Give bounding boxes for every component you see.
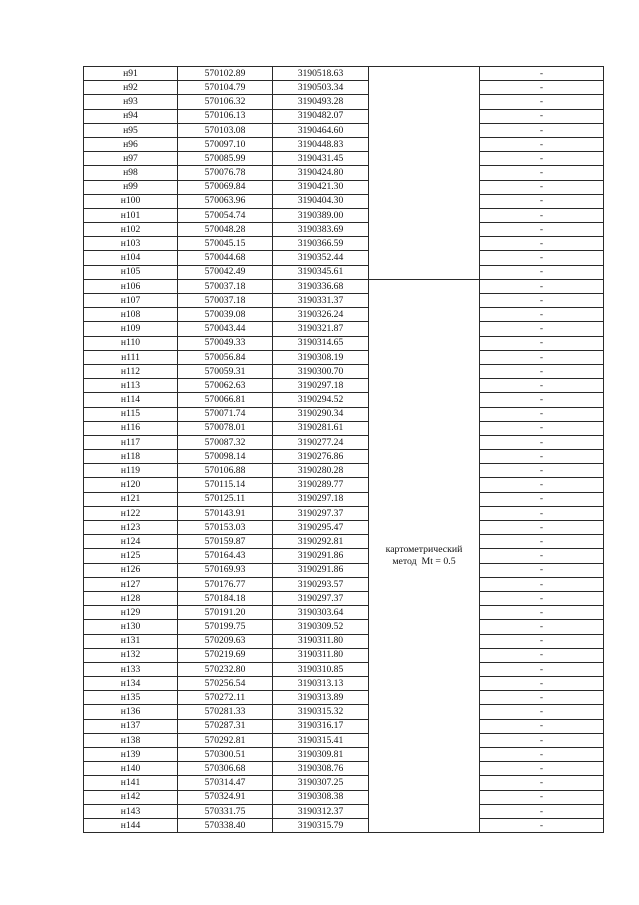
table-row bbox=[84, 308, 604, 322]
table-row bbox=[84, 123, 604, 137]
error-value-cell: - bbox=[480, 719, 604, 733]
table-row bbox=[84, 478, 604, 492]
y-coordinate-cell: 3190336.68 bbox=[273, 279, 369, 293]
table-row bbox=[84, 152, 604, 166]
y-coordinate-cell: 3190431.45 bbox=[273, 152, 369, 166]
y-coordinate-cell: 3190308.38 bbox=[273, 790, 369, 804]
y-coordinate-cell: 3190352.44 bbox=[273, 251, 369, 265]
y-coordinate-cell: 3190292.81 bbox=[273, 535, 369, 549]
y-coordinate-cell: 3190314.65 bbox=[273, 336, 369, 350]
y-coordinate-cell: 3190291.86 bbox=[273, 549, 369, 563]
point-name-cell: н144 bbox=[84, 818, 178, 832]
table-row bbox=[84, 577, 604, 591]
point-name-cell: н126 bbox=[84, 563, 178, 577]
x-coordinate-cell: 570103.08 bbox=[178, 123, 273, 137]
table-row bbox=[84, 208, 604, 222]
table-row bbox=[84, 279, 604, 293]
point-name-cell: н133 bbox=[84, 662, 178, 676]
error-value-cell: - bbox=[480, 166, 604, 180]
error-value-cell: - bbox=[480, 762, 604, 776]
table-row bbox=[84, 648, 604, 662]
x-coordinate-cell: 570287.31 bbox=[178, 719, 273, 733]
x-coordinate-cell: 570191.20 bbox=[178, 606, 273, 620]
point-name-cell: н134 bbox=[84, 677, 178, 691]
error-value-cell: - bbox=[480, 279, 604, 293]
point-name-cell: н128 bbox=[84, 591, 178, 605]
x-coordinate-cell: 570306.68 bbox=[178, 762, 273, 776]
error-value-cell: - bbox=[480, 549, 604, 563]
table-row bbox=[84, 606, 604, 620]
table-row bbox=[84, 336, 604, 350]
error-value-cell: - bbox=[480, 464, 604, 478]
y-coordinate-cell: 3190297.37 bbox=[273, 591, 369, 605]
x-coordinate-cell: 570054.74 bbox=[178, 208, 273, 222]
error-value-cell: - bbox=[480, 705, 604, 719]
point-name-cell: н108 bbox=[84, 308, 178, 322]
error-value-cell: - bbox=[480, 606, 604, 620]
point-name-cell: н102 bbox=[84, 223, 178, 237]
x-coordinate-cell: 570056.84 bbox=[178, 350, 273, 364]
table-row bbox=[84, 662, 604, 676]
x-coordinate-cell: 570037.18 bbox=[178, 294, 273, 308]
error-value-cell: - bbox=[480, 506, 604, 520]
y-coordinate-cell: 3190309.81 bbox=[273, 748, 369, 762]
error-value-cell: - bbox=[480, 109, 604, 123]
point-name-cell: н141 bbox=[84, 776, 178, 790]
x-coordinate-cell: 570062.63 bbox=[178, 379, 273, 393]
table-row bbox=[84, 379, 604, 393]
error-value-cell: - bbox=[480, 435, 604, 449]
y-coordinate-cell: 3190300.70 bbox=[273, 364, 369, 378]
error-value-cell: - bbox=[480, 251, 604, 265]
y-coordinate-cell: 3190308.76 bbox=[273, 762, 369, 776]
x-coordinate-cell: 570087.32 bbox=[178, 435, 273, 449]
table-row bbox=[84, 223, 604, 237]
y-coordinate-cell: 3190295.47 bbox=[273, 521, 369, 535]
point-name-cell: н99 bbox=[84, 180, 178, 194]
point-name-cell: н143 bbox=[84, 804, 178, 818]
error-value-cell: - bbox=[480, 478, 604, 492]
table-row bbox=[84, 620, 604, 634]
x-coordinate-cell: 570098.14 bbox=[178, 450, 273, 464]
point-name-cell: н115 bbox=[84, 407, 178, 421]
x-coordinate-cell: 570048.28 bbox=[178, 223, 273, 237]
table-row bbox=[84, 535, 604, 549]
error-value-cell: - bbox=[480, 450, 604, 464]
y-coordinate-cell: 3190297.18 bbox=[273, 379, 369, 393]
point-name-cell: н112 bbox=[84, 364, 178, 378]
table-row bbox=[84, 563, 604, 577]
error-value-cell: - bbox=[480, 634, 604, 648]
y-coordinate-cell: 3190303.64 bbox=[273, 606, 369, 620]
table-row bbox=[84, 294, 604, 308]
x-coordinate-cell: 570176.77 bbox=[178, 577, 273, 591]
point-name-cell: н142 bbox=[84, 790, 178, 804]
y-coordinate-cell: 3190366.59 bbox=[273, 237, 369, 251]
x-coordinate-cell: 570071.74 bbox=[178, 407, 273, 421]
point-name-cell: н129 bbox=[84, 606, 178, 620]
point-name-cell: н131 bbox=[84, 634, 178, 648]
point-name-cell: н93 bbox=[84, 95, 178, 109]
y-coordinate-cell: 3190281.61 bbox=[273, 421, 369, 435]
error-value-cell: - bbox=[480, 67, 604, 81]
error-value-cell: - bbox=[480, 137, 604, 151]
error-value-cell: - bbox=[480, 393, 604, 407]
x-coordinate-cell: 570097.10 bbox=[178, 137, 273, 151]
x-coordinate-cell: 570102.89 bbox=[178, 67, 273, 81]
error-value-cell: - bbox=[480, 535, 604, 549]
y-coordinate-cell: 3190309.52 bbox=[273, 620, 369, 634]
point-name-cell: н136 bbox=[84, 705, 178, 719]
error-value-cell: - bbox=[480, 748, 604, 762]
x-coordinate-cell: 570037.18 bbox=[178, 279, 273, 293]
error-value-cell: - bbox=[480, 563, 604, 577]
error-value-cell: - bbox=[480, 691, 604, 705]
table-row bbox=[84, 95, 604, 109]
x-coordinate-cell: 570069.84 bbox=[178, 180, 273, 194]
error-value-cell: - bbox=[480, 294, 604, 308]
error-value-cell: - bbox=[480, 208, 604, 222]
coordinates-table-body bbox=[84, 67, 604, 833]
table-row bbox=[84, 464, 604, 478]
error-value-cell: - bbox=[480, 194, 604, 208]
y-coordinate-cell: 3190315.32 bbox=[273, 705, 369, 719]
point-name-cell: н117 bbox=[84, 435, 178, 449]
error-value-cell: - bbox=[480, 223, 604, 237]
x-coordinate-cell: 570272.11 bbox=[178, 691, 273, 705]
table-row bbox=[84, 776, 604, 790]
point-name-cell: н107 bbox=[84, 294, 178, 308]
error-value-cell: - bbox=[480, 152, 604, 166]
table-row bbox=[84, 364, 604, 378]
x-coordinate-cell: 570169.93 bbox=[178, 563, 273, 577]
x-coordinate-cell: 570063.96 bbox=[178, 194, 273, 208]
y-coordinate-cell: 3190297.37 bbox=[273, 506, 369, 520]
y-coordinate-cell: 3190482.07 bbox=[273, 109, 369, 123]
table-row bbox=[84, 137, 604, 151]
table-row bbox=[84, 748, 604, 762]
error-value-cell: - bbox=[480, 804, 604, 818]
method-cell bbox=[369, 279, 480, 832]
error-value-cell: - bbox=[480, 180, 604, 194]
table-row bbox=[84, 237, 604, 251]
x-coordinate-cell: 570049.33 bbox=[178, 336, 273, 350]
y-coordinate-cell: 3190383.69 bbox=[273, 223, 369, 237]
x-coordinate-cell: 570115.14 bbox=[178, 478, 273, 492]
table-row bbox=[84, 549, 604, 563]
error-value-cell: - bbox=[480, 95, 604, 109]
table-row bbox=[84, 322, 604, 336]
y-coordinate-cell: 3190313.89 bbox=[273, 691, 369, 705]
x-coordinate-cell: 570125.11 bbox=[178, 492, 273, 506]
y-coordinate-cell: 3190293.57 bbox=[273, 577, 369, 591]
table-row bbox=[84, 691, 604, 705]
error-value-cell: - bbox=[480, 322, 604, 336]
error-value-cell: - bbox=[480, 492, 604, 506]
point-name-cell: н97 bbox=[84, 152, 178, 166]
x-coordinate-cell: 570076.78 bbox=[178, 166, 273, 180]
y-coordinate-cell: 3190326.24 bbox=[273, 308, 369, 322]
error-value-cell: - bbox=[480, 677, 604, 691]
y-coordinate-cell: 3190312.37 bbox=[273, 804, 369, 818]
x-coordinate-cell: 570106.88 bbox=[178, 464, 273, 478]
table-row bbox=[84, 591, 604, 605]
x-coordinate-cell: 570078.01 bbox=[178, 421, 273, 435]
y-coordinate-cell: 3190421.30 bbox=[273, 180, 369, 194]
table-row bbox=[84, 81, 604, 95]
y-coordinate-cell: 3190307.25 bbox=[273, 776, 369, 790]
error-value-cell: - bbox=[480, 521, 604, 535]
error-value-cell: - bbox=[480, 421, 604, 435]
x-coordinate-cell: 570219.69 bbox=[178, 648, 273, 662]
y-coordinate-cell: 3190290.34 bbox=[273, 407, 369, 421]
x-coordinate-cell: 570042.49 bbox=[178, 265, 273, 279]
table-row bbox=[84, 350, 604, 364]
error-value-cell: - bbox=[480, 81, 604, 95]
point-name-cell: н124 bbox=[84, 535, 178, 549]
table-row bbox=[84, 265, 604, 279]
table-row bbox=[84, 251, 604, 265]
x-coordinate-cell: 570209.63 bbox=[178, 634, 273, 648]
x-coordinate-cell: 570106.13 bbox=[178, 109, 273, 123]
point-name-cell: н118 bbox=[84, 450, 178, 464]
point-name-cell: н137 bbox=[84, 719, 178, 733]
coordinates-table bbox=[83, 66, 604, 833]
y-coordinate-cell: 3190321.87 bbox=[273, 322, 369, 336]
point-name-cell: н105 bbox=[84, 265, 178, 279]
y-coordinate-cell: 3190315.41 bbox=[273, 733, 369, 747]
point-name-cell: н92 bbox=[84, 81, 178, 95]
error-value-cell: - bbox=[480, 818, 604, 832]
y-coordinate-cell: 3190424.80 bbox=[273, 166, 369, 180]
error-value-cell: - bbox=[480, 407, 604, 421]
error-value-cell: - bbox=[480, 308, 604, 322]
point-name-cell: н106 bbox=[84, 279, 178, 293]
x-coordinate-cell: 570281.33 bbox=[178, 705, 273, 719]
error-value-cell: - bbox=[480, 350, 604, 364]
x-coordinate-cell: 570331.75 bbox=[178, 804, 273, 818]
point-name-cell: н132 bbox=[84, 648, 178, 662]
point-name-cell: н120 bbox=[84, 478, 178, 492]
y-coordinate-cell: 3190280.28 bbox=[273, 464, 369, 478]
table-row bbox=[84, 677, 604, 691]
method-cell-empty bbox=[369, 67, 480, 280]
point-name-cell: н96 bbox=[84, 137, 178, 151]
error-value-cell: - bbox=[480, 237, 604, 251]
point-name-cell: н125 bbox=[84, 549, 178, 563]
table-row bbox=[84, 762, 604, 776]
y-coordinate-cell: 3190308.19 bbox=[273, 350, 369, 364]
x-coordinate-cell: 570043.44 bbox=[178, 322, 273, 336]
point-name-cell: н113 bbox=[84, 379, 178, 393]
point-name-cell: н94 bbox=[84, 109, 178, 123]
x-coordinate-cell: 570338.40 bbox=[178, 818, 273, 832]
y-coordinate-cell: 3190310.85 bbox=[273, 662, 369, 676]
point-name-cell: н111 bbox=[84, 350, 178, 364]
error-value-cell: - bbox=[480, 776, 604, 790]
table-row bbox=[84, 166, 604, 180]
point-name-cell: н101 bbox=[84, 208, 178, 222]
table-row bbox=[84, 506, 604, 520]
table-row bbox=[84, 194, 604, 208]
table-row bbox=[84, 733, 604, 747]
point-name-cell: н91 bbox=[84, 67, 178, 81]
x-coordinate-cell: 570044.68 bbox=[178, 251, 273, 265]
point-name-cell: н139 bbox=[84, 748, 178, 762]
error-value-cell: - bbox=[480, 662, 604, 676]
y-coordinate-cell: 3190291.86 bbox=[273, 563, 369, 577]
x-coordinate-cell: 570039.08 bbox=[178, 308, 273, 322]
x-coordinate-cell: 570256.54 bbox=[178, 677, 273, 691]
point-name-cell: н98 bbox=[84, 166, 178, 180]
point-name-cell: н140 bbox=[84, 762, 178, 776]
table-row bbox=[84, 719, 604, 733]
point-name-cell: н104 bbox=[84, 251, 178, 265]
point-name-cell: н95 bbox=[84, 123, 178, 137]
table-row bbox=[84, 634, 604, 648]
y-coordinate-cell: 3190297.18 bbox=[273, 492, 369, 506]
y-coordinate-cell: 3190518.63 bbox=[273, 67, 369, 81]
point-name-cell: н130 bbox=[84, 620, 178, 634]
y-coordinate-cell: 3190313.13 bbox=[273, 677, 369, 691]
x-coordinate-cell: 570324.91 bbox=[178, 790, 273, 804]
x-coordinate-cell: 570292.81 bbox=[178, 733, 273, 747]
error-value-cell: - bbox=[480, 336, 604, 350]
table-row bbox=[84, 521, 604, 535]
point-name-cell: н100 bbox=[84, 194, 178, 208]
error-value-cell: - bbox=[480, 733, 604, 747]
error-value-cell: - bbox=[480, 265, 604, 279]
y-coordinate-cell: 3190404.30 bbox=[273, 194, 369, 208]
point-name-cell: н138 bbox=[84, 733, 178, 747]
y-coordinate-cell: 3190311.80 bbox=[273, 648, 369, 662]
method-name: картометрический bbox=[385, 543, 463, 555]
y-coordinate-cell: 3190277.24 bbox=[273, 435, 369, 449]
x-coordinate-cell: 570153.03 bbox=[178, 521, 273, 535]
y-coordinate-cell: 3190316.17 bbox=[273, 719, 369, 733]
table-row bbox=[84, 790, 604, 804]
y-coordinate-cell: 3190315.79 bbox=[273, 818, 369, 832]
error-value-cell: - bbox=[480, 591, 604, 605]
x-coordinate-cell: 570106.32 bbox=[178, 95, 273, 109]
error-value-cell: - bbox=[480, 790, 604, 804]
method-accuracy: метод Mt = 0.5 bbox=[392, 555, 456, 567]
table-row bbox=[84, 180, 604, 194]
y-coordinate-cell: 3190464.60 bbox=[273, 123, 369, 137]
table-row bbox=[84, 492, 604, 506]
point-name-cell: н114 bbox=[84, 393, 178, 407]
point-name-cell: н127 bbox=[84, 577, 178, 591]
x-coordinate-cell: 570164.43 bbox=[178, 549, 273, 563]
x-coordinate-cell: 570232.80 bbox=[178, 662, 273, 676]
table-row bbox=[84, 67, 604, 81]
x-coordinate-cell: 570059.31 bbox=[178, 364, 273, 378]
error-value-cell: - bbox=[480, 648, 604, 662]
table-row bbox=[84, 109, 604, 123]
error-value-cell: - bbox=[480, 123, 604, 137]
error-value-cell: - bbox=[480, 379, 604, 393]
x-coordinate-cell: 570104.79 bbox=[178, 81, 273, 95]
x-coordinate-cell: 570143.91 bbox=[178, 506, 273, 520]
error-value-cell: - bbox=[480, 364, 604, 378]
y-coordinate-cell: 3190294.52 bbox=[273, 393, 369, 407]
x-coordinate-cell: 570199.75 bbox=[178, 620, 273, 634]
error-value-cell: - bbox=[480, 577, 604, 591]
point-name-cell: н116 bbox=[84, 421, 178, 435]
point-name-cell: н119 bbox=[84, 464, 178, 478]
table-row bbox=[84, 804, 604, 818]
y-coordinate-cell: 3190389.00 bbox=[273, 208, 369, 222]
y-coordinate-cell: 3190311.80 bbox=[273, 634, 369, 648]
point-name-cell: н110 bbox=[84, 336, 178, 350]
table-row bbox=[84, 407, 604, 421]
error-value-cell: - bbox=[480, 620, 604, 634]
x-coordinate-cell: 570184.18 bbox=[178, 591, 273, 605]
x-coordinate-cell: 570066.81 bbox=[178, 393, 273, 407]
point-name-cell: н121 bbox=[84, 492, 178, 506]
x-coordinate-cell: 570300.51 bbox=[178, 748, 273, 762]
y-coordinate-cell: 3190503.34 bbox=[273, 81, 369, 95]
table-row bbox=[84, 435, 604, 449]
y-coordinate-cell: 3190448.83 bbox=[273, 137, 369, 151]
x-coordinate-cell: 570314.47 bbox=[178, 776, 273, 790]
point-name-cell: н135 bbox=[84, 691, 178, 705]
table-row bbox=[84, 393, 604, 407]
table-row bbox=[84, 818, 604, 832]
y-coordinate-cell: 3190493.28 bbox=[273, 95, 369, 109]
point-name-cell: н109 bbox=[84, 322, 178, 336]
x-coordinate-cell: 570045.15 bbox=[178, 237, 273, 251]
y-coordinate-cell: 3190276.86 bbox=[273, 450, 369, 464]
y-coordinate-cell: 3190289.77 bbox=[273, 478, 369, 492]
x-coordinate-cell: 570085.99 bbox=[178, 152, 273, 166]
y-coordinate-cell: 3190331.37 bbox=[273, 294, 369, 308]
table-row bbox=[84, 705, 604, 719]
point-name-cell: н122 bbox=[84, 506, 178, 520]
point-name-cell: н103 bbox=[84, 237, 178, 251]
point-name-cell: н123 bbox=[84, 521, 178, 535]
table-row bbox=[84, 450, 604, 464]
y-coordinate-cell: 3190345.61 bbox=[273, 265, 369, 279]
x-coordinate-cell: 570159.87 bbox=[178, 535, 273, 549]
table-row bbox=[84, 421, 604, 435]
